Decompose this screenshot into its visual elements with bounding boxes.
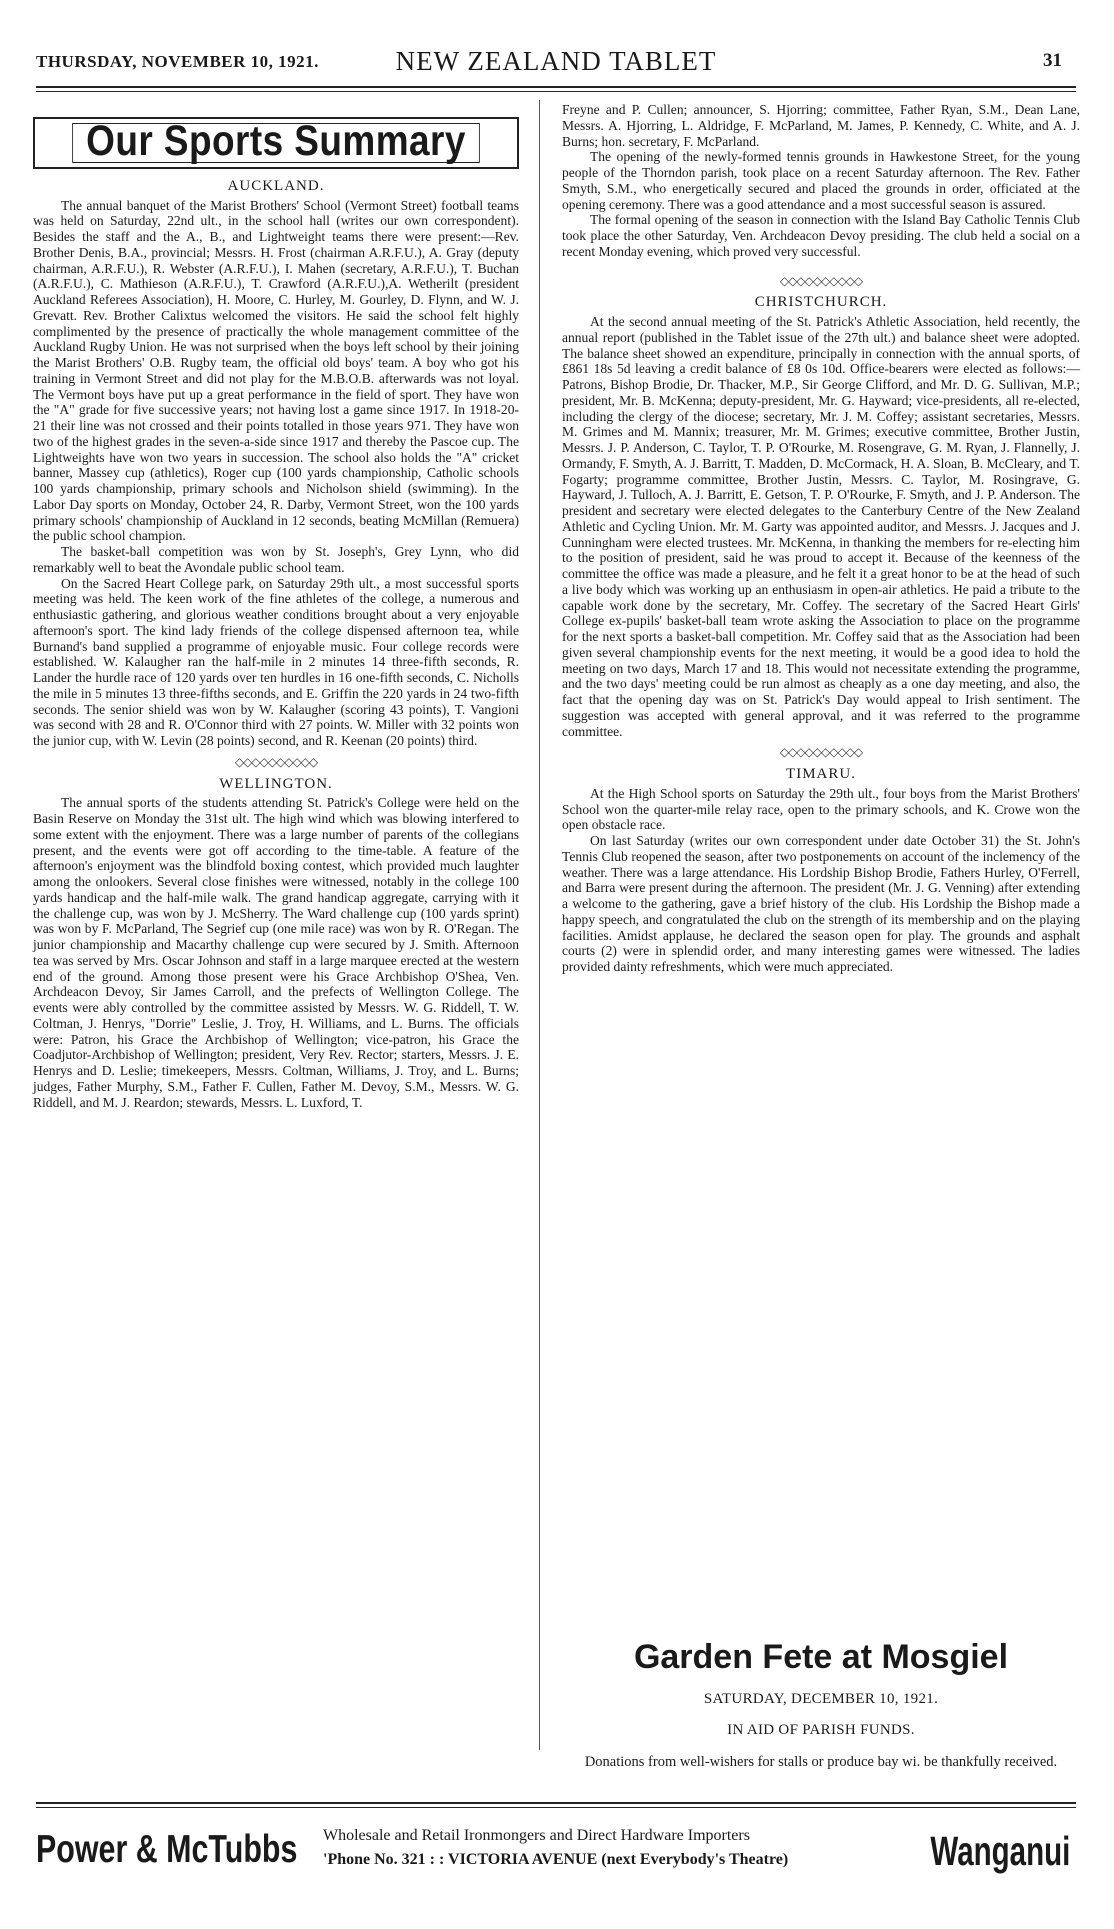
section-title: Our Sports Summary — [72, 123, 480, 163]
column-divider — [539, 100, 540, 1750]
title-box — [33, 117, 519, 169]
right-column — [562, 102, 1080, 975]
auckland-paragraph: The basket-ball competition was won by St. Joseph's, Grey Lynn, who did remarkably well to beat the Avondale public school team. — [33, 544, 519, 575]
timaru-heading: TIMARU. — [786, 766, 856, 782]
christchurch-heading: CHRISTCHURCH. — [754, 294, 888, 311]
advert-details — [323, 1824, 983, 1872]
wellington-heading: WELLINGTON. — [219, 775, 333, 792]
section-ornament: ◇◇◇◇◇◇◇◇◇◇ — [234, 754, 318, 769]
page-number: 31 — [1043, 50, 1062, 71]
timaru-paragraph: On last Saturday (writes our own correspondent under date October 31) the St. John's Tennis Club reopened the season, after two postponements on account of the inclemency of the weather. There was a large attendance. His Lordship Bishop Brodie, Fathers Hurley, O'Ferrell, and Barra were present during the afternoon. The president (Mr. J. G. Venning) after extending a welcome to the gathering, gave a brief history of the club. His Lordship the Bishop made a happy speech, and congratulated the club on the strength of its membership and on the playing facilities. Amidst applause, he declared the season open for play. The grounds and asphalt courts (2) were in splendid order, and many interesting games were witnessed. The ladies provided dainty refreshments, which were much appreciated. — [562, 833, 1080, 974]
advertisement — [36, 1822, 1076, 1902]
advert-line-2: 'Phone No. 321 : : VICTORIA AVENUE (next Everybody's Theatre) — [323, 1851, 789, 1868]
publication-title: NEW ZEALAND TABLET — [395, 46, 717, 76]
footer-rule-thin — [36, 1807, 1076, 1808]
advertiser-name: Power & McTubbs — [36, 1828, 298, 1871]
auckland-heading: AUCKLAND. — [227, 177, 325, 194]
auckland-paragraph: On the Sacred Heart College park, on Saturday 29th ult., a most successful sports meeting was held. The keen work of the fine athletes of the college, a numerous and enthusiastic gathering, and glorious weather conditions brought about a very enjoyable afternoon's sport. The kind lady friends of the college dispensed afternoon tea, while Burnand's band supplied a programme of enjoyable music. Four college records were established. W. Kalaugher ran the half-mile in 2 minutes 14 three-fifth seconds, R. Lander the hurdle race of 120 yards over ten hurdles in 16 one-fifth seconds, C. Nicholls the mile in 5 minutes 13 three-fifths seconds, and E. Griffin the 220 yards in 24 two-fifth seconds. The senior shield was won by W. Kalaugher (scoring 43 points), T. Vangioni was second with 28 and R. O'Connor third with 27 points. W. Miller with 32 points won the junior cup, with W. Levin (28 points) second, and R. Keenan (20 points) third. — [33, 575, 519, 748]
header-rule-thin — [36, 91, 1076, 92]
wellington-paragraph: The annual sports of the students attending St. Patrick's College were held on the Basin Reserve on Monday the 31st ult. The high wind which was blowing interfered to some extent with the enjoyment. There was a large number of parents of the collegians present, and the events were got off according to the time-table. A feature of the afternoon's enjoyment was the blindfold boxing contest, which provided much laughter among the onlookers. Several close finishes were witnessed, notably in the college 100 yards handicap and the half-mile walk. The grand handicap aggregate, carrying with it the challenge cup, was won by J. McSherry. The Ward challenge cup (100 yards sprint) was won by F. McParland, The Segrief cup (one mile race) was won by R. O'Regan. The junior championship and Macarthy challenge cup were secured by J. Smith. Afternoon tea was served by Mrs. Oscar Johnson and staff in a large marquee erected at the western end of the ground. Among those present were his Grace Archbishop O'Shea, Ven. Archdeacon Devoy, Sir James Carroll, and the prefects of Wellington College. The events were ably controlled by the committee assisted by Messrs. W. G. Riddell, T. W. Coltman, J. Henrys, "Dorrie" Leslie, J. Troy, H. Williams, and L. Burns. The officials were: Patron, his Grace the Archbishop of Wellington; vice-patron, his Grace the Coadjutor-Archbishop of Wellington; president, Very Rev. Rector; starters, Messrs. J. E. Henrys and D. Leslie; timekeepers, Messrs. Coltman, Williams, J. Troy, and L. Burns; judges, Father Murphy, S.M., Father F. Cullen, Father M. Devoy, S.M., Messrs. W. G. Riddell, and M. J. Reardon; stewards, Messrs. L. Luxford, T. — [33, 795, 519, 1110]
advertiser-town: Wanganui — [930, 1828, 1070, 1874]
advert-line-1: Wholesale and Retail Ironmongers and Direct Hardware Importers — [323, 1827, 750, 1844]
wellington-paragraph: The opening of the newly-formed tennis grounds in Hawkestone Street, for the young people of the Thorndon parish, took place on a recent Saturday afternoon. The Rev. Father Smyth, S.M., who energetically secured and placed the grounds in order, officiated at the opening ceremony. There was a good attendance and a most successful season is assured. — [562, 149, 1080, 212]
auckland-paragraph: The annual banquet of the Marist Brothers' School (Vermont Street) football teams was held on Saturday, 22nd ult., in the school hall (writes our own correspondent). Besides the staff and the A., B., and Lightweight teams there were present:—Rev. Brother Denis, B.A., provincial; Messrs. H. Frost (chairman A.R.F.U.), A. Gray (deputy chairman, A.R.F.U.), R. Webster (A.R.F.U.), I. Mahen (secretary, A.R.F.U.), T. Buchan (A.R.F.U.), C. Mathieson (A.R.F.U.), T. Crawford (A.R.F.U.),A. Wetherilt (president Auckland Referees Association), H. Moore, C. Hurley, M. Gourley, D. Flynn, and W. J. Grevatt. Rev. Brother Calixtus welcomed the visitors. He said the school felt highly complimented by the presence of practically the whole management committee of the Auckland Rugby Union. He was not surprised when the boys left school by their joining the Marist Brothers' O.B. Rugby team, the official old boys' team. A boy who got his training in Vermont Street and did not play for the M.B.O.B. afterwards was not loyal. The Vermont boys have put up a great performance in the field of sport. They have won the "A" grade for five successive years; not having lost a game since 1917. In 1918-20-21 their line was not crossed and their points totalled in those years 971. They have won two of the highest grades in the seven-a-side since 1917 and thereby the Pascoe cup. The Lightweights have won two years in succession. The school also holds the "A" cricket banner, Massey cup (athletics), Roger cup (100 yards championship, Catholic schools 100 yards championship, primary schools and Nicholson shield (swimming). In the Labor Day sports on Monday, October 24, R. Darby, Vermont Street, won the 100 yards primary schools' championship of Auckland in 12 seconds, beating McMillan (Remuera) the public school champion. — [33, 197, 519, 544]
section-ornament: ◇◇◇◇◇◇◇◇◇◇ — [779, 745, 863, 760]
left-column — [33, 100, 519, 1110]
header-rule — [36, 86, 1076, 88]
wellington-continued: Freyne and P. Cullen; announcer, S. Hjorring; committee, Father Ryan, S.M., Dean Lane, Messrs. A. Hjorring, L. Aldridge, F. McParland, M. James, P. Kennedy, C. White, and A. J. Burns; hon. secretary, F. McParland. — [562, 102, 1080, 149]
wellington-paragraph: The formal opening of the season in connection with the Island Bay Catholic Tennis Club took place the other Saturday, Ven. Archdeacon Devoy presiding. The club held a social on a recent Monday evening, which proved very successful. — [562, 212, 1080, 259]
fete-title: Garden Fete at Mosgiel — [633, 1638, 1009, 1676]
issue-date: THURSDAY, NOVEMBER 10, 1921. — [36, 52, 319, 71]
page-header — [36, 44, 1076, 84]
garden-fete-notice — [562, 1628, 1080, 1772]
fete-purpose: IN AID OF PARISH FUNDS. — [727, 1722, 915, 1738]
section-ornament: ◇◇◇◇◇◇◇◇◇◇ — [779, 273, 863, 288]
fete-note: Donations from well-wishers for stalls or produce bay wi. be thankfully received. — [584, 1754, 1058, 1770]
timaru-paragraph: At the High School sports on Saturday the 29th ult., four boys from the Marist Brothers' School won the quarter-mile relay race, open to the primary schools, and K. Crowe won the open obstacle race. — [562, 785, 1080, 833]
christchurch-paragraph: At the second annual meeting of the St. Patrick's Athletic Association, held recently, the annual report (published in the Tablet issue of the 27th ult.) and balance sheet were adopted. The balance sheet showed an expenditure, principally in connection with the annual sports, of £861 18s 5d leaving a credit balance of £8 0s 10d. Office-bearers were elected as follows:—Patrons, Bishop Brodie, Dr. Thacker, M.P., Sir George Clifford, and Mr. D. G. Sullivan, M.P.; president, Mr. B. McKenna; deputy-president, Mr. G. Hayward; vice-presidents, all re-elected, including the clergy of the diocese; secretary, Mr. J. M. Coffey; assistant secretaries, Messrs. M. Grimes and M. Mannix; treasurer, Mr. M. Grimes; executive committee, Brother Justin, Messrs. J. P. Anderson, C. Taylor, T. P. O'Rourke, M. Rosengrave, G. M. Ryan, J. Flannelly, J. Ormandy, F. Smyth, A. J. Barritt, T. Madden, D. McCormack, H. A. Sloan, B. McCleary, and T. Fogarty; programme committee, Brother Justin, Messrs. C. Taylor, M. Rosingrave, G. Hayward, J. Tulloch, A. J. Barritt, E. Getson, T. P. O'Rourke, F. Smyth, and J. P. Anderson. The president and secretary were elected delegates to the Canterbury Centre of the New Zealand Athletic and Cycling Union. Mr. M. Garty was appointed auditor, and Messrs. J. Jacques and J. Cunningham were elected trustees. Mr. McKenna, in thanking the members for re-electing him to the position of president, said he was proud to accept it. Because of the keenness of the committee the office was made a pleasure, and he felt it a great honor to be at the head of such a live body which was working up an enthusiasm in open-air athletics. He paid a tribute to the capable work done by the secretary, Mr. Coffey. The secretary of the Sacred Heart Girls' College ex-pupils' basket-ball team wrote asking the Association to place on the programme for the next sports a basket-ball competition. Mr. Coffey said that as the Association had been given several championship events for the next meeting, it would be a good idea to hold the meeting on two days, March 17 and 18. This would not necessitate extending the programme, and the two days' meeting could be run almost as cheaply as a one day meeting, and also, the fact that the opening day was on St. Patrick's Day would appeal to Irish sentiment. The suggestion was accepted with general approval, and it was referred to the programme committee. — [562, 314, 1080, 739]
footer-rule — [36, 1802, 1076, 1804]
fete-date: SATURDAY, DECEMBER 10, 1921. — [703, 1691, 939, 1707]
